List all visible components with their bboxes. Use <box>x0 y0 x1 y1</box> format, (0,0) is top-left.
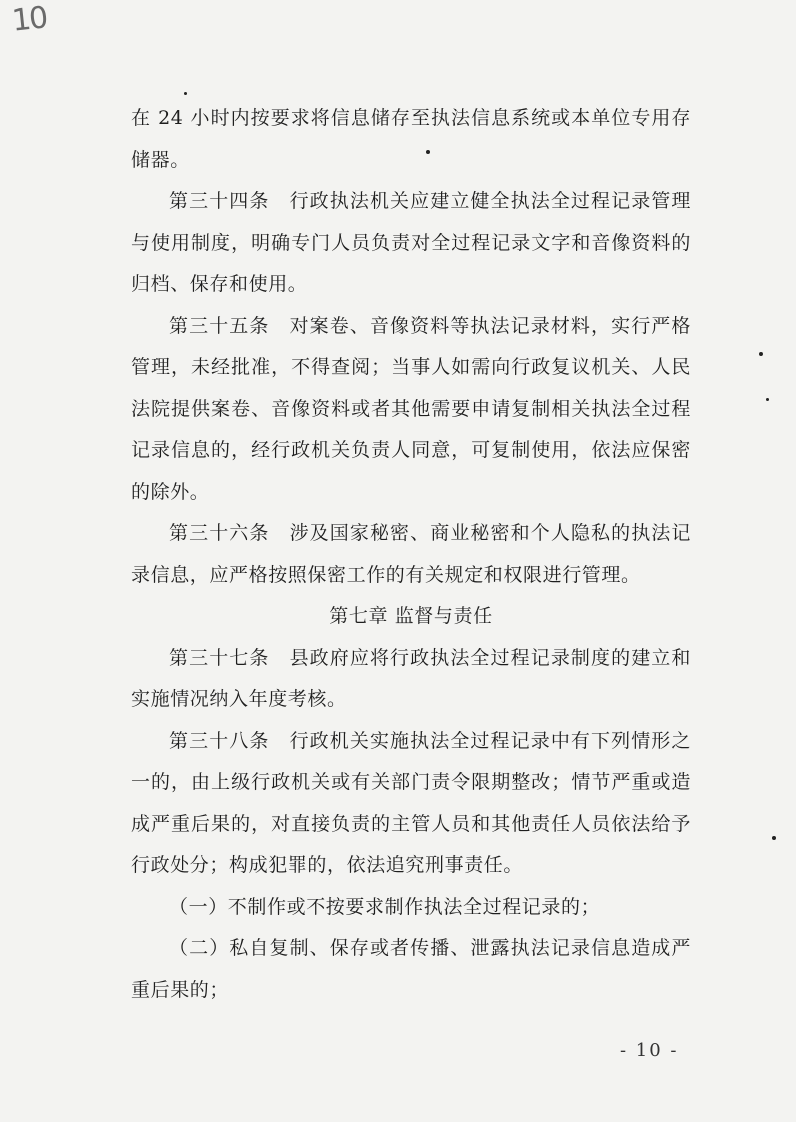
scan-speck <box>766 398 769 401</box>
article-38: 第三十八条 行政机关实施执法全过程记录中有下列情形之一的，由上级行政机关或有关部门责令限期整改；情节严重或造成严重后果的，对直接负责的主管人员和其他责任人员依法给予行政处分；构成犯罪的，依法追究刑事责任。 <box>131 729 691 876</box>
article-36: 第三十六条 涉及国家秘密、商业秘密和个人隐私的执法记录信息，应严格按照保密工作的有关规定和权限进行管理。 <box>131 522 691 586</box>
scan-speck <box>772 836 776 840</box>
chapter-heading: 第七章 监督与责任 <box>329 605 493 627</box>
scan-speck <box>759 352 763 356</box>
article-35: 第三十五条 对案卷、音像资料等执法记录材料，实行严格管理，未经批准，不得查阅；当事人如需向行政复议机关、人民法院提供案卷、音像资料或者其他需要申请复制相关执法全过程记录信息的，经行政机关负责人同意，可复制使用，依法应保密的除外。 <box>131 314 691 503</box>
page-number: - 10 - <box>620 1040 679 1061</box>
article-34: 第三十四条 行政执法机关应建立健全执法全过程记录管理与使用制度，明确专门人员负责对全过程记录文字和音像资料的归档、保存和使用。 <box>131 190 691 295</box>
scan-speck <box>426 150 430 154</box>
list-item-1: （一）不制作或不按要求制作执法全过程记录的； <box>169 895 601 918</box>
handwritten-page-mark: 10 <box>10 0 48 39</box>
paragraph-1: 在 24 小时内按要求将信息储存至执法信息系统或本单位专用存储器。 <box>131 107 691 171</box>
scan-speck <box>184 92 187 95</box>
list-item-2: （二）私自复制、保存或者传播、泄露执法记录信息造成严重后果的； <box>131 937 691 1001</box>
article-37: 第三十七条 县政府应将行政执法全过程记录制度的建立和实施情况纳入年度考核。 <box>131 646 691 710</box>
document-body <box>131 98 691 1011</box>
